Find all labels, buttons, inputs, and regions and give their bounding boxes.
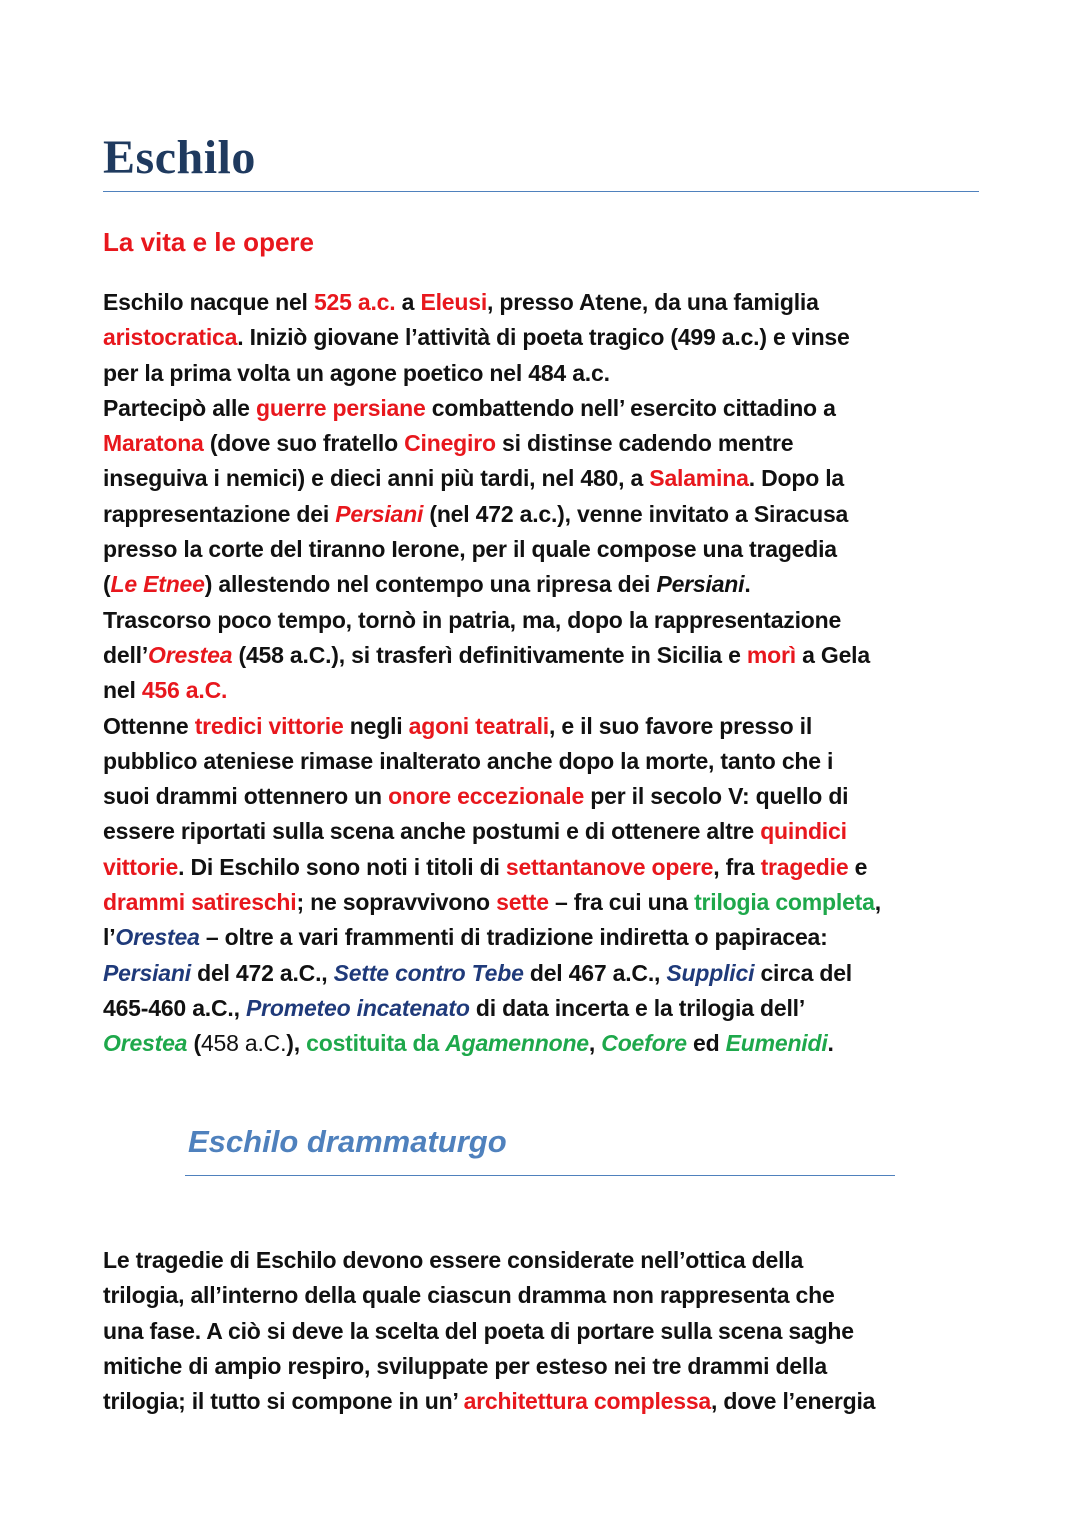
text-run: Agamennone [445,1030,589,1057]
text-run: nel [103,677,142,704]
text-run: (nel 472 a.c.), venne invitato a Siracusa [423,500,849,527]
text-run: mitiche di ampio respiro, sviluppate per esteso nei tre drammi della [103,1352,827,1379]
text-run: (dove suo fratello [203,430,405,457]
text-run: (458 a.C.), si trasferì definitivamente in Sicilia e [232,641,747,668]
text-line [103,779,983,814]
text-run: , dove l’energia [711,1388,876,1415]
text-run: Eschilo nacque nel [103,289,314,315]
text-line [103,461,983,496]
text-run: Coefore [601,1030,687,1057]
text-run: negli [343,712,409,739]
text-run: del 467 a.C., [523,959,667,986]
text-run: Salamina [649,465,749,492]
text-run: trilogia, all’interno della quale ciascun dramma non rappresenta che [103,1282,835,1309]
text-line [103,850,983,885]
text-line [103,956,983,991]
title-divider [103,191,979,192]
text-run: Persiani [103,959,191,986]
text-run: Sette contro Tebe [333,959,524,986]
text-line [103,1026,983,1061]
text-run: 458 a.C. [200,1030,287,1057]
text-run: Persiani [656,571,745,598]
text-run: a [395,289,421,315]
text-run: . [744,571,751,598]
text-run: , presso Atene, da una famiglia [487,289,819,315]
text-run: trilogia completa [694,889,875,916]
text-run: presso la corte del tiranno Ierone, per il quale compose una tragedia [103,536,837,563]
text-run: Partecipò alle [103,394,256,421]
text-line [103,285,983,320]
text-run: Orestea [115,924,200,951]
text-line [103,1278,983,1313]
text-line [103,920,983,955]
text-run: si distinse cadendo mentre [495,430,794,457]
text-run: per il secolo V: quello di [584,783,849,810]
text-run: settantanove opere [505,853,714,880]
text-run: suoi drammi ottennero un [103,783,389,810]
text-run: combattendo nell’ esercito cittadino a [425,394,836,421]
text-run: l’ [103,924,116,951]
text-run: – oltre a vari frammenti di tradizione indiretta o papiracea: [199,924,828,951]
text-line [103,1384,983,1419]
section-heading-vita: La vita e le opere [103,227,314,257]
text-run: Persiani [335,500,424,527]
text-run: Cinegiro [404,430,496,457]
text-run: Orestea [103,1030,188,1057]
text-run: guerre persiane [255,394,426,421]
text-line [103,638,983,673]
text-run: Eumenidi [725,1030,828,1057]
text-run: tredici vittorie [194,712,344,739]
text-run: Le Etnee [110,571,205,598]
text-run: ) allestendo nel contempo una ripresa dei [204,571,657,598]
text-run: , [588,1030,602,1057]
text-run: onore eccezionale [388,783,585,810]
text-run: , fra [713,853,761,880]
text-run: di data incerta e la trilogia dell’ [469,994,806,1021]
page-title: Eschilo [103,131,256,184]
text-line [103,426,983,461]
text-run: per la prima volta un agone poetico nel 484 a.c. [103,359,610,386]
text-line [103,603,983,638]
text-line [103,1243,983,1278]
text-run: Trascorso poco tempo, tornò in patria, ma, dopo la rappresentazione [103,606,842,633]
text-line [103,567,983,602]
text-line [103,497,983,532]
text-run: circa del [754,959,852,986]
text-run: 456 a.C. [141,677,228,704]
text-run: costituita da [306,1030,446,1057]
text-line [103,709,983,744]
text-run: pubblico ateniese rimase inalterato anche dopo la morte, tanto che i [103,747,834,774]
text-run: ), [286,1030,307,1057]
section-heading-drammaturgo: Eschilo drammaturgo [188,1124,507,1159]
text-line [103,532,983,567]
text-run: , [874,889,881,916]
text-run: . Dopo la [748,465,845,492]
text-run: , e il suo favore presso il [549,712,813,739]
text-run: drammi satireschi [103,889,297,916]
text-run: tragedie [760,853,849,880]
text-run: 525 a.c. [313,289,396,315]
text-run: del 472 a.C., [190,959,334,986]
text-run: . Di Eschilo sono noti i titoli di [178,853,506,880]
text-run: 465-460 a.C., [103,994,246,1021]
text-run: ( [187,1030,201,1057]
text-run: dell’ [103,641,149,668]
text-run: Le tragedie di Eschilo devono essere considerate nell’ottica della [103,1247,804,1273]
text-run: Maratona [103,430,204,457]
text-run: ed [686,1030,726,1057]
text-run: Prometeo incatenato [245,994,470,1021]
text-run: rappresentazione dei [103,500,336,527]
text-line [103,1314,983,1349]
text-run: ; ne sopravvivono [296,889,497,916]
text-run: a Gela [795,641,870,668]
subheading-divider [185,1175,895,1176]
text-line [103,391,983,426]
text-line [103,673,983,708]
text-run: sette [496,889,549,916]
text-run: Supplici [666,959,755,986]
text-run: . Iniziò giovane l’attività di poeta tragico (499 a.c.) e vinse [237,324,850,351]
text-run: vittorie [103,853,179,880]
text-run: – fra cui una [548,889,695,916]
text-run: Orestea [148,641,233,668]
text-line [103,744,983,779]
paragraph-drammaturgo [103,1243,983,1419]
text-line [103,885,983,920]
text-run: trilogia; il tutto si compone in un’ [103,1388,464,1415]
text-run: una fase. A ciò si deve la scelta del poeta di portare sulla scena saghe [103,1317,854,1344]
text-run: essere riportati sulla scena anche postumi e di ottenere altre [103,818,761,845]
text-run: . [827,1030,834,1057]
text-run: Eleusi [420,289,488,315]
text-run: architettura complessa [463,1388,712,1415]
text-run: e [848,853,868,880]
text-run: Ottenne [103,712,195,739]
text-line [103,1349,983,1384]
text-run: agoni teatrali [408,712,549,739]
text-line [103,356,983,391]
text-line [103,991,983,1026]
text-line [103,814,983,849]
text-run: quindici [760,818,847,845]
text-line [103,320,983,355]
text-run: ( [103,571,111,598]
paragraph-vita-opere [103,285,983,1062]
text-run: morì [746,641,796,668]
text-run: inseguiva i nemici) e dieci anni più tardi, nel 480, a [103,465,650,492]
text-run: aristocratica [103,324,238,351]
